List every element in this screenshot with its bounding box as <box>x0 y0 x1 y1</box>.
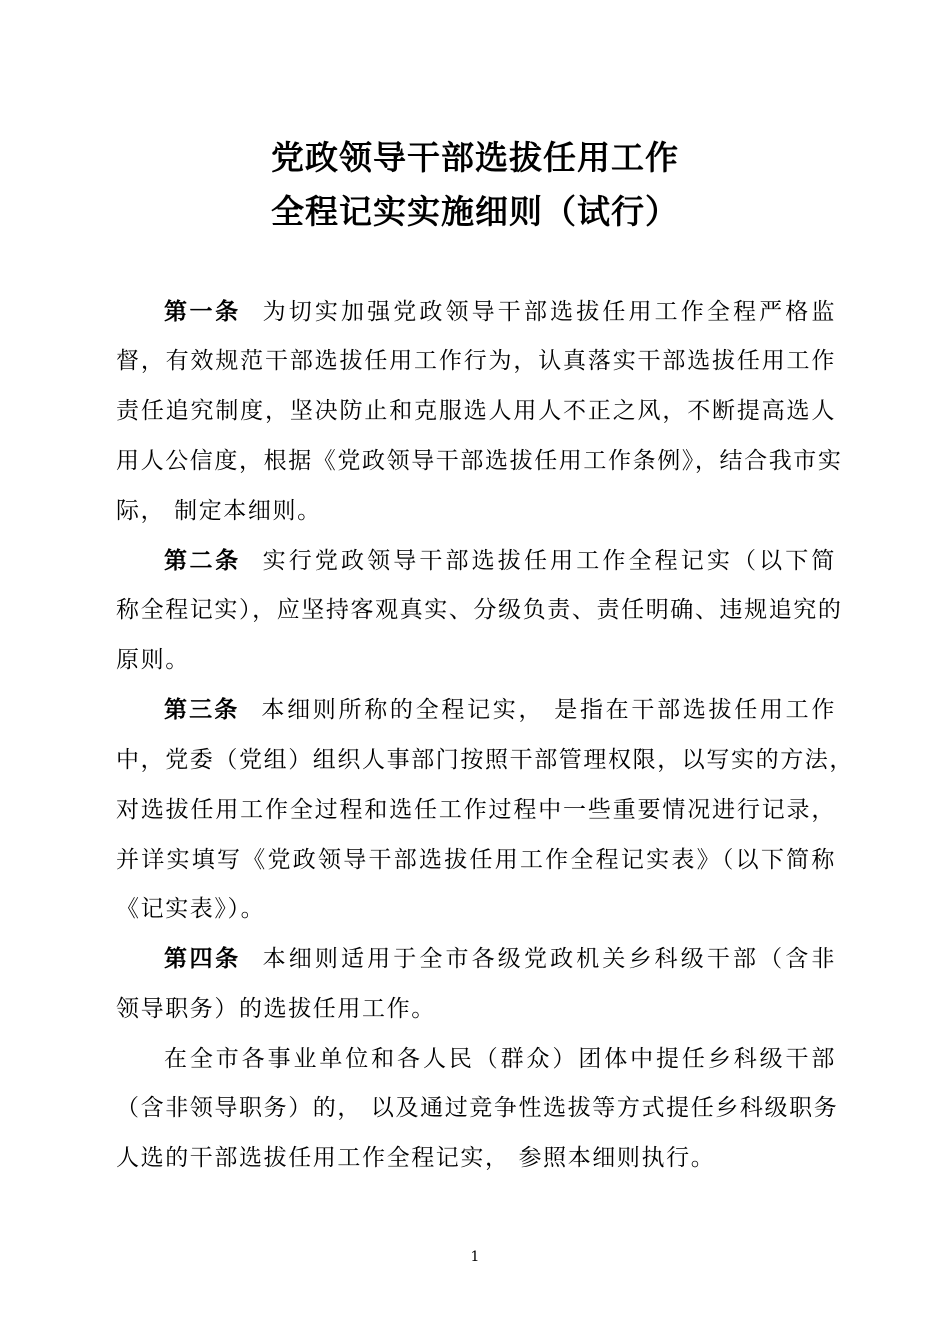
paragraph-line-2: （含非领导职务）的， 以及通过竞争性选拔等方式提任乡科级职务 <box>116 1095 839 1121</box>
article-2-line-2: 称全程记实），应坚持客观真实、分级负责、责任明确、违规追究的 <box>116 597 843 623</box>
paragraph-line-3: 人选的干部选拔任用工作全程记实， 参照本细则执行。 <box>116 1145 716 1171</box>
article-2-text: 实行党政领导干部选拔任用工作全程记实（以下简 <box>262 548 837 574</box>
article-2-line-3: 原则。 <box>116 647 190 673</box>
article-1-line-3: 责任追究制度，坚决防止和克服选人用人不正之风，不断提高选人 <box>116 398 836 424</box>
article-3-line-3: 对选拔任用工作全过程和选任工作过程中一些重要情况进行记录， <box>116 797 836 823</box>
article-1-line-2: 督，有效规范干部选拔任用工作行为，认真落实干部选拔任用工作 <box>116 348 836 374</box>
article-3-line-5: 《记实表》）。 <box>116 896 266 922</box>
article-2-label: 第二条 <box>164 548 241 574</box>
article-4-text: 本细则适用于全市各级党政机关乡科级干部（含非 <box>262 946 837 972</box>
article-3-line-4: 并详实填写《党政领导干部选拔任用工作全程记实表》（以下简称 <box>116 847 836 873</box>
page-number: 1 <box>470 1249 480 1265</box>
article-3-text: 本细则所称的全程记实， 是指在干部选拔任用工作 <box>261 697 837 723</box>
article-1-line-5: 际， 制定本细则。 <box>116 498 322 524</box>
article-2-line-1 <box>164 545 836 577</box>
article-1-label: 第一条 <box>164 299 241 325</box>
article-3-line-1 <box>164 694 836 726</box>
article-4-line-2: 领导职务）的选拔任用工作。 <box>116 996 436 1022</box>
article-1-line-1 <box>164 296 836 328</box>
article-4-line-1 <box>164 943 836 975</box>
article-3-line-2: 中，党委（党组）组织人事部门按照干部管理权限，以写实的方法， <box>116 747 854 773</box>
paragraph-line-1: 在全市各事业单位和各人民（群众）团体中提任乡科级干部 <box>164 1046 836 1072</box>
article-1-line-4: 用人公信度，根据《党政领导干部选拔任用工作条例》，结合我市实 <box>116 448 843 474</box>
article-3-label: 第三条 <box>164 697 240 723</box>
article-4-label: 第四条 <box>164 946 241 972</box>
document-title-line-1: 党政领导干部选拔任用工作 <box>271 138 679 177</box>
document-title-line-2: 全程记实实施细则（试行） <box>271 192 679 231</box>
article-1-text: 为切实加强党政领导干部选拔任用工作全程严格监 <box>262 299 837 325</box>
